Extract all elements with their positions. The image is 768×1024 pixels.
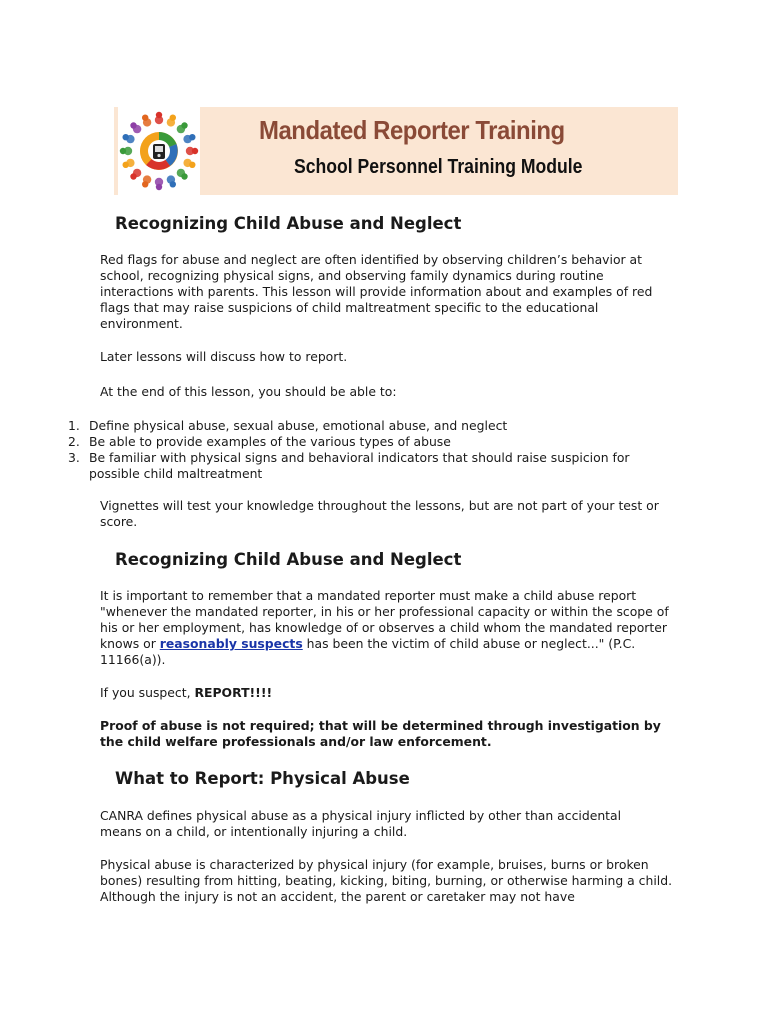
section-heading-recognizing-2: Recognizing Child Abuse and Neglect <box>115 550 462 569</box>
banner-title: Mandated Reporter Training <box>259 115 565 145</box>
objectives-intro: At the end of this lesson, you should be able to: <box>100 384 397 399</box>
training-banner <box>114 107 678 195</box>
vignettes-paragraph: Vignettes will test your knowledge throughout the lessons, but are not part of your test or score. <box>100 498 659 529</box>
suspect-report-paragraph <box>100 685 680 701</box>
suspect-prefix: If you suspect, <box>100 685 195 700</box>
proof-note-paragraph: Proof of abuse is not required; that will be determined through investigation by the child welfare professionals and/or law enforcement. <box>100 718 661 749</box>
physical-abuse-description: Physical abuse is characterized by physical injury (for example, bruises, burns or broken bones) resulting from hitting, beating, kicking, biting, burning, or otherwise harming a child. Although the injury is not an accident, the parent or caretaker may not have <box>100 857 673 904</box>
mandate-quote-paragraph <box>100 588 675 668</box>
list-item <box>68 418 668 434</box>
intro-paragraph: Red flags for abuse and neglect are often identified by observing children’s behavior at school, recognizing physical signs, and observing family dynamics during routine interactions with parents. This lesson will provide information about and examples of red flags that may raise suspicions of child maltreatment specific to the educational environment. <box>100 252 653 331</box>
list-item-text: Be familiar with physical signs and behavioral indicators that should raise suspicion for possible child maltreatment <box>89 450 630 481</box>
quote-text-after: has been the victim of child abuse or neglect..." (P.C. 11166(a)). <box>100 636 636 667</box>
report-emphasis: REPORT!!!! <box>194 685 273 700</box>
list-item <box>68 450 668 482</box>
later-lessons-paragraph: Later lessons will discuss how to report. <box>100 349 348 364</box>
section-heading-physical-abuse: What to Report: Physical Abuse <box>115 769 410 788</box>
quote-text-before: It is important to remember that a mandated reporter must make a child abuse report "whenever the mandated reporter, in his or her professional capacity or within the scope of his or her employment, has knowledge of or observes a child whom the mandated reporter knows or <box>100 588 669 651</box>
list-item-number: 3. <box>68 450 80 465</box>
canra-definition-paragraph: CANRA defines physical abuse as a physical injury inflicted by other than accidental means on a child, or intentionally injuring a child. <box>100 808 622 839</box>
list-item-text: Define physical abuse, sexual abuse, emotional abuse, and neglect <box>89 418 508 433</box>
section-heading-recognizing: Recognizing Child Abuse and Neglect <box>115 214 462 233</box>
objectives-list <box>68 418 668 482</box>
list-item <box>68 434 668 450</box>
list-item-text: Be able to provide examples of the various types of abuse <box>89 434 451 449</box>
banner-subtitle: School Personnel Training Module <box>294 156 583 178</box>
children-circle-logo-icon <box>118 107 200 195</box>
list-item-number: 2. <box>68 434 80 449</box>
list-item-number: 1. <box>68 418 80 433</box>
reasonably-suspects-link[interactable]: reasonably suspects <box>159 636 303 651</box>
